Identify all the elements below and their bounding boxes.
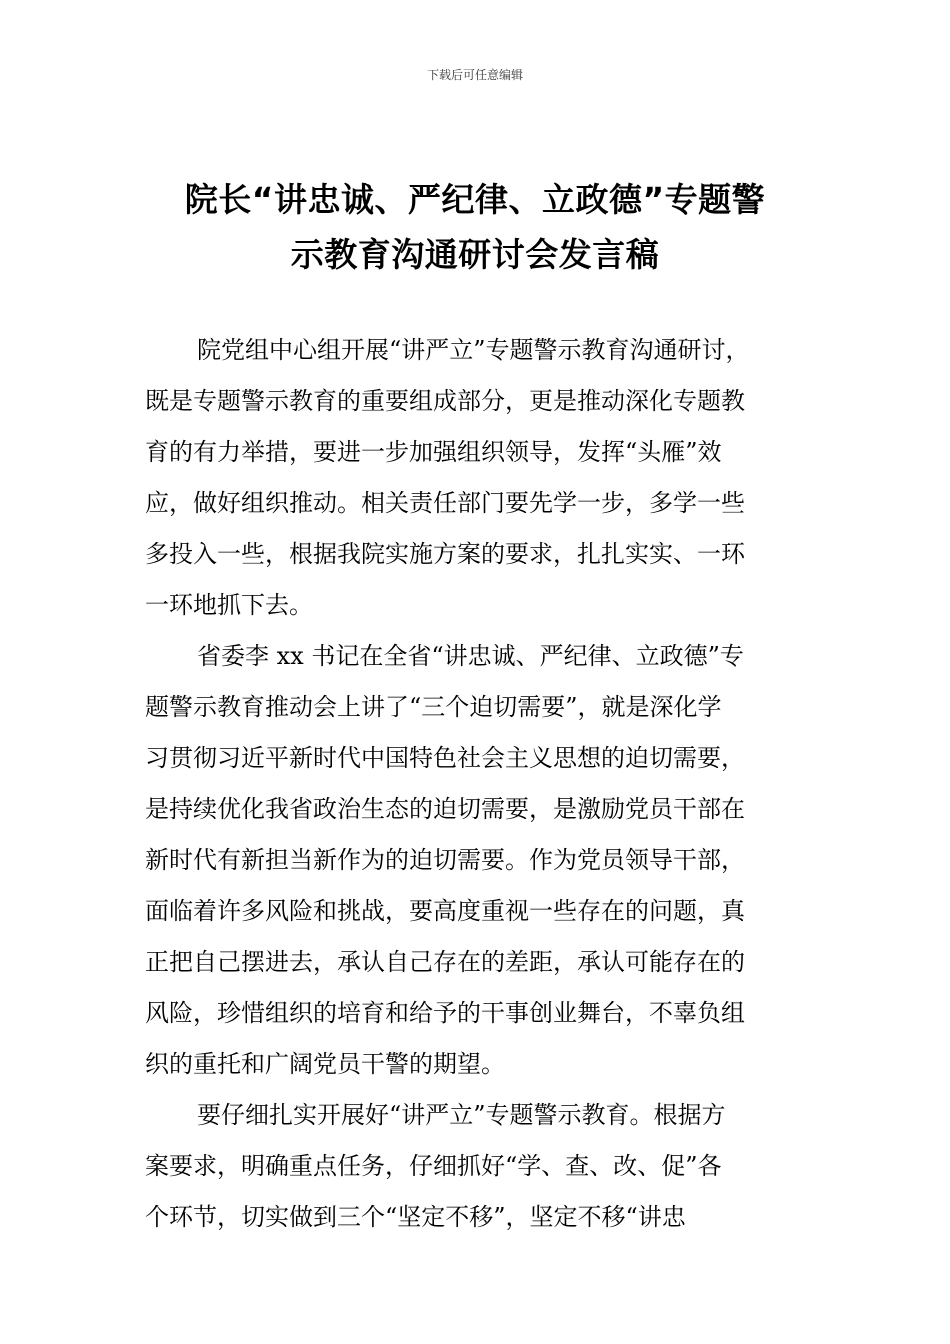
paragraph-line: 题警示教育推动会上讲了“三个迫切需要”，就是深化学 <box>145 693 722 721</box>
title-line: 院长“讲忠诚、严纪律、立政德”专题警 <box>184 180 766 219</box>
paragraph-line: 院党组中心组开展“讲严立”专题警示教育沟通研讨， <box>197 336 750 364</box>
paragraph-line: 个环节，切实做到三个“坚定不移”，坚定不移“讲忠 <box>145 1203 686 1231</box>
paragraph-line: 一环地抓下去。 <box>145 591 313 619</box>
paragraph-line: 案要求，明确重点任务，仔细抓好“学、查、改、促”各 <box>145 1152 722 1180</box>
paragraph-line: 应，做好组织推动。相关责任部门要先学一步，多学一些 <box>145 489 745 517</box>
header-note: 下载后可任意编辑 <box>426 68 523 82</box>
paragraph-line: 织的重托和广阔党员干警的期望。 <box>145 1050 505 1078</box>
paragraph-line: 省委李 xx 书记在全省“讲忠诚、严纪律、立政德”专 <box>197 642 744 670</box>
paragraph-line: 风险，珍惜组织的培育和给予的干事创业舞台，不辜负组 <box>145 999 745 1027</box>
paragraph-line: 要仔细扎实开展好“讲严立”专题警示教育。根据方 <box>197 1101 726 1129</box>
paragraph-line: 是持续优化我省政治生态的迫切需要，是激励党员干部在 <box>145 795 745 823</box>
document-body <box>145 325 815 1243</box>
document-title <box>120 172 830 282</box>
paragraph-line: 多投入一些，根据我院实施方案的要求，扎扎实实、一环 <box>145 540 745 568</box>
paragraph-line: 育的有力举措，要进一步加强组织领导，发挥“头雁”效 <box>145 438 722 466</box>
title-line: 示教育沟通研讨会发言稿 <box>290 235 660 274</box>
paragraph-line: 面临着许多风险和挑战，要高度重视一些存在的问题，真 <box>145 897 745 925</box>
paragraph-line: 既是专题警示教育的重要组成部分，更是推动深化专题教 <box>145 387 745 415</box>
paragraph-line: 习贯彻习近平新时代中国特色社会主义思想的迫切需要， <box>145 744 745 772</box>
paragraph-line: 新时代有新担当新作为的迫切需要。作为党员领导干部， <box>145 846 745 874</box>
paragraph-line: 正把自己摆进去，承认自己存在的差距，承认可能存在的 <box>145 948 745 976</box>
